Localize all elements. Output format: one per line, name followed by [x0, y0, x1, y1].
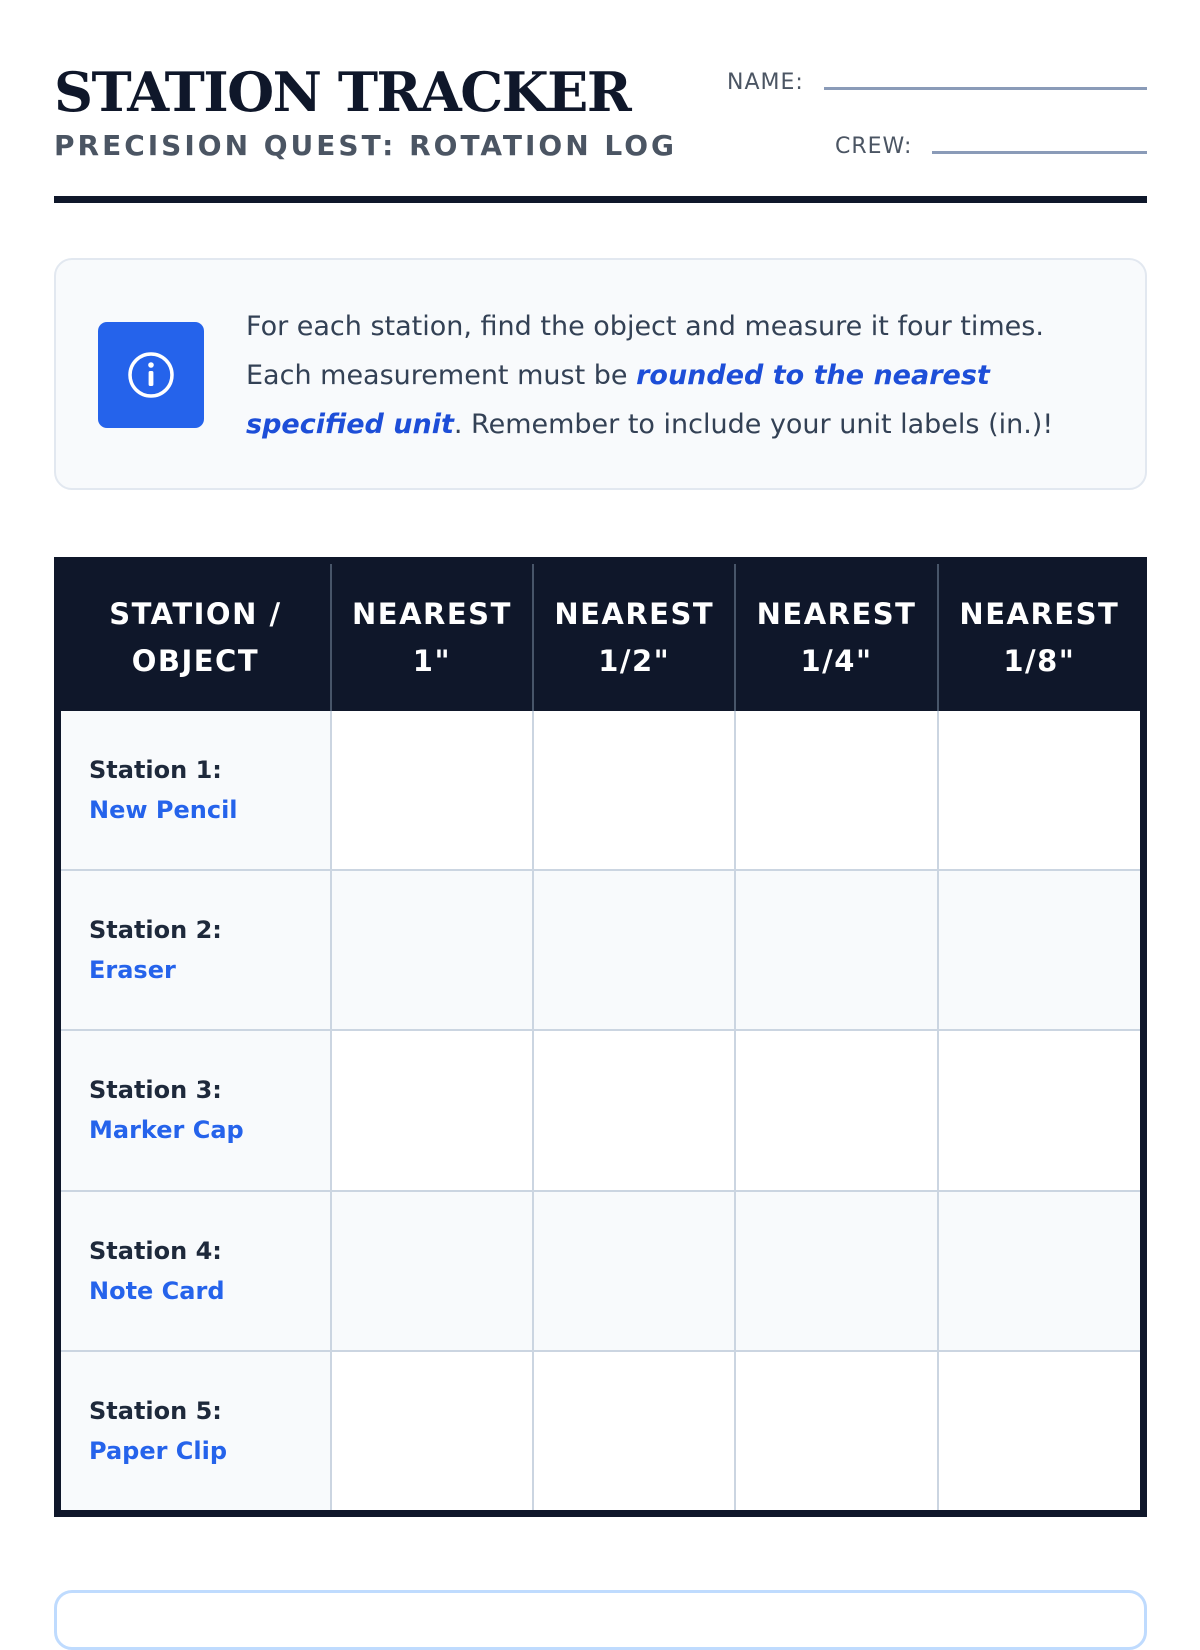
column-header-line: NEAREST: [959, 596, 1120, 631]
measurement-cell-nearest-eighth[interactable]: [938, 870, 1140, 1030]
column-header-nearest-1: [331, 564, 533, 711]
crew-field[interactable]: [835, 132, 1147, 162]
measurement-cell-nearest-1[interactable]: [331, 870, 533, 1030]
name-label: NAME:: [727, 70, 804, 95]
station-cell: [61, 870, 331, 1030]
measurement-cell-nearest-half[interactable]: [533, 870, 735, 1030]
measurement-cell-nearest-quarter[interactable]: [735, 1030, 937, 1190]
instructions-text-start: For each station, find the object and measure it four times. Each measurement must be: [246, 311, 1044, 391]
station-object: Note Card: [89, 1276, 225, 1305]
measurement-cell-nearest-half[interactable]: [533, 1351, 735, 1510]
column-header-nearest-half: [533, 564, 735, 711]
page-title: STATION TRACKER: [54, 60, 631, 124]
measurement-cell-nearest-1[interactable]: [331, 1191, 533, 1351]
name-write-line[interactable]: [824, 87, 1147, 90]
station-cell: [61, 1191, 331, 1351]
column-header-line: NEAREST: [756, 596, 917, 631]
column-header-line: 1": [412, 643, 452, 678]
measurement-cell-nearest-half[interactable]: [533, 1191, 735, 1351]
measurement-cell-nearest-eighth[interactable]: [938, 1191, 1140, 1351]
station-object: Eraser: [89, 956, 176, 985]
crew-label: CREW:: [835, 134, 913, 159]
measurement-cell-nearest-half[interactable]: [533, 711, 735, 870]
crew-write-line[interactable]: [932, 151, 1147, 154]
measurement-cell-nearest-eighth[interactable]: [938, 711, 1140, 870]
measurement-cell-nearest-half[interactable]: [533, 1030, 735, 1190]
station-cell: [61, 1030, 331, 1190]
measurement-cell-nearest-quarter[interactable]: [735, 1191, 937, 1351]
instructions-text: [246, 302, 1106, 449]
column-header-nearest-eighth: [938, 564, 1140, 711]
column-header-line: NEAREST: [554, 596, 715, 631]
measurement-cell-nearest-1[interactable]: [331, 711, 533, 870]
table-row: [61, 1030, 1140, 1190]
header-divider: [54, 196, 1147, 203]
instructions-text-end: . Remember to include your unit labels (in.)!: [453, 409, 1054, 440]
measurement-cell-nearest-1[interactable]: [331, 1351, 533, 1510]
next-section-card: [54, 1590, 1147, 1650]
station-number: Station 1:: [89, 756, 222, 785]
page-subtitle: PRECISION QUEST: ROTATION LOG: [54, 129, 678, 162]
measurement-cell-nearest-eighth[interactable]: [938, 1351, 1140, 1510]
measurement-cell-nearest-quarter[interactable]: [735, 1351, 937, 1510]
station-number: Station 5:: [89, 1396, 222, 1425]
column-header-nearest-quarter: [735, 564, 937, 711]
measurement-cell-nearest-1[interactable]: [331, 1030, 533, 1190]
measurement-cell-nearest-quarter[interactable]: [735, 870, 937, 1030]
station-cell: [61, 711, 331, 870]
column-header-line: OBJECT: [131, 643, 260, 678]
column-header-line: NEAREST: [352, 596, 512, 631]
column-header-line: STATION /: [109, 596, 282, 631]
worksheet-page: [54, 0, 1147, 1600]
station-object: Paper Clip: [89, 1436, 228, 1465]
worksheet-header: [54, 0, 1147, 205]
station-number: Station 2:: [89, 916, 222, 945]
measurement-cell-nearest-quarter[interactable]: [735, 711, 937, 870]
column-header-line: 1/4": [800, 643, 873, 678]
name-field[interactable]: [727, 68, 1147, 98]
measurement-cell-nearest-eighth[interactable]: [938, 1030, 1140, 1190]
table-row: [61, 1191, 1140, 1351]
station-cell: [61, 1351, 331, 1510]
station-object: New Pencil: [89, 796, 238, 825]
info-icon: [98, 322, 204, 428]
table-row: [61, 1351, 1140, 1510]
column-header-line: 1/2": [598, 643, 671, 678]
instructions-box: [54, 258, 1147, 490]
station-object: Marker Cap: [89, 1116, 244, 1145]
table-header-row: [61, 564, 1140, 711]
column-header-station: [61, 564, 331, 711]
station-number: Station 4:: [89, 1236, 222, 1265]
column-header-line: 1/8": [1003, 643, 1076, 678]
station-number: Station 3:: [89, 1076, 222, 1105]
station-table: [54, 557, 1147, 1517]
table-row: [61, 870, 1140, 1030]
table-row: [61, 711, 1140, 870]
instructions-emphasis: rounded to the nearest specified unit: [246, 360, 990, 440]
